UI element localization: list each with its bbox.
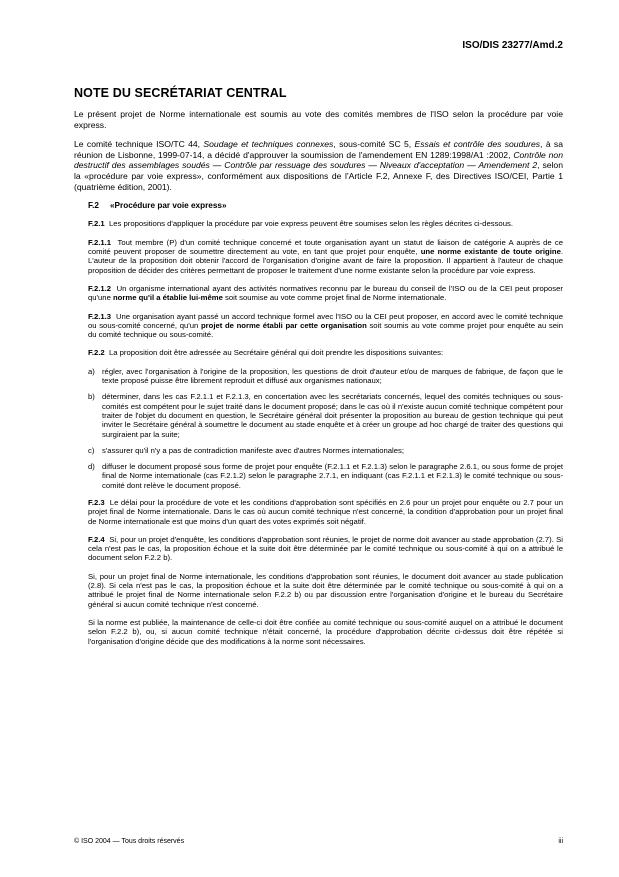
list-text: déterminer, dans les cas F.2.1.1 et F.2.1.3, en concertation avec les secrétariats concernés, lequel des comités techniques ou sous-comités est compétent pour le sujet traité dans le document proposé; dans le cas où il n'existe aucun comité technique compétent pour traiter de l'objet du document en question, le Secrétaire général doit présenter la proposition au bureau de gestion technique qui peut inviter le Secrétaire général à soumettre le document au stade enquête et à créer un groupe ad hoc chargé de traiter des questions qui surgiraient par la suite; bbox=[102, 392, 563, 439]
text-run: , selon la «procédure par voie express», conformément aux dispositions de l'Article F.2, Annexe F, des Directives ISO/CEI, Partie 1 (quatrième édition, 2001). bbox=[74, 160, 563, 192]
clause-number: F.2.1 bbox=[88, 219, 105, 229]
intro-paragraph-1: Le présent projet de Norme internationale est soumis au vote des comités membres de l'ISO selon la procédure par voie express. bbox=[74, 109, 563, 130]
clause-number: F.2.3 bbox=[88, 497, 105, 507]
clause-text: . L'auteur de la proposition doit obtenir l'accord de l'organisation d'origine avant de faire la proposition. Il appartient à l'auteur de chaque proposition de décider des critères permettant de proposer le traitement d'une norme existante selon la procédure par voie express. bbox=[88, 247, 563, 275]
clause-f21 bbox=[88, 219, 563, 228]
subcommittee-title: Essais et contrôle des soudures bbox=[414, 139, 541, 150]
clause-f22 bbox=[88, 348, 563, 357]
document-body bbox=[74, 109, 563, 655]
list-label: d) bbox=[88, 462, 95, 472]
clause-f212 bbox=[88, 284, 563, 303]
page-number: iii bbox=[558, 838, 563, 845]
clause-text: soit soumis au vote comme projet pour enquête au sein du comité technique ou sous-comité. bbox=[88, 320, 563, 340]
clause-emphasis: norme qu'il a établie lui-même bbox=[112, 293, 223, 303]
clause-number: F.2.4 bbox=[88, 534, 105, 544]
list-text: diffuser le document proposé sous forme de projet pour enquête (F.2.1.1 et F.2.1.3) selon le paragraphe 2.6.1, ou sous forme de projet final de Norme internationale (cas F.2.1.2) selon le paragraphe 2.7.1, en indiquant (cas F.2.1.1 et F.2.1.3) le comité technique ou sous-comité dont relève le document proposé. bbox=[102, 462, 563, 490]
paragraph-maintenance: Si la norme est publiée, la maintenance de celle-ci doit être confiée au comité technique ou sous-comité auquel on a attribué le document selon F.2.2 b), ou, si aucun comité technique n'était concerné, la procédure d'approbation décrite ci-dessus doit être répétée si l'organisation d'origine décide que des modifications à la norme sont nécessaires. bbox=[88, 617, 563, 646]
clause-number: F.2.1.3 bbox=[88, 311, 112, 321]
committee-title: Soudage et techniques connexes bbox=[203, 139, 334, 150]
paragraph-final-draft: Si, pour un projet final de Norme internationale, les conditions d'approbation sont réunies, le document doit avancer au stade publication (2.8). Si cela n'est pas le cas, la proposition échoue et la suite doit être déterminée par le comité technique ou sous-comité à qui on a attribué le projet final de Norme internationale selon F.2.2 b) ou par discussion entre l'organisation d'origine et le bureau du Secrétaire général si aucun comité technique n'est concerné. bbox=[88, 571, 563, 609]
document-id: ISO/DIS 23277/Amd.2 bbox=[462, 40, 563, 51]
page-title: NOTE DU SECRÉTARIAT CENTRAL bbox=[74, 86, 287, 100]
text-run: Le comité technique ISO/TC 44, bbox=[74, 139, 204, 150]
list-label: a) bbox=[88, 366, 95, 376]
clause-f24 bbox=[88, 535, 563, 563]
footer-copyright: © ISO 2004 — Tous droits réservés bbox=[74, 838, 185, 845]
clause-text: Un organisme international ayant des activités normatives reconnu par le bureau du conseil de l'ISO ou de la CEI peut proposer qu'une bbox=[88, 283, 563, 303]
list-label: b) bbox=[88, 392, 95, 402]
list-item bbox=[88, 446, 563, 455]
clause-text: La proposition doit être adressée au Secrétaire général qui doit prendre les dispositions suivantes: bbox=[108, 348, 444, 358]
clause-number: F.2.2 bbox=[88, 348, 105, 358]
clause-number: F.2.1.2 bbox=[88, 283, 112, 293]
list-label: c) bbox=[88, 445, 95, 455]
text-run: , sous-comité SC 5, bbox=[333, 139, 415, 150]
text-run: , à sa réunion de Lisbonne, 1999-07-14, a décidé d'approuver la soumission de l'amendement EN 1289:1998/A1 :2002, bbox=[74, 139, 564, 160]
amendment-title: Contrôle non destructif des assemblages soudés — Contrôle par ressuage des soudures — Niveaux d'acceptation — Amendement 2 bbox=[74, 149, 563, 171]
clause-number: F.2.1.1 bbox=[88, 237, 112, 247]
clause-text: Tout membre (P) d'un comité technique concerné et toute organisation ayant un statut de liaison de catégorie A auprès de ce comité peuvent proposer de soumettre directement au vote, en tant que projet pour enquête, bbox=[88, 237, 563, 257]
section-number: F.2 bbox=[88, 201, 99, 211]
clause-f211 bbox=[88, 238, 563, 275]
clause-text: Le délai pour la procédure de vote et les conditions d'approbation sont spécifiés en 2.6 pour un projet pour enquête ou 2.7 pour un projet final de Norme internationale. Dans le cas où aucun comité technique n'est concerné, la condition d'approbation pour un projet final de Norme internationale est que moins d'un quart des votes exprimés soit négatif. bbox=[88, 497, 563, 526]
section-heading bbox=[88, 201, 563, 210]
clause-text: Si, pour un projet d'enquête, les conditions d'approbation sont réunies, le projet de norme doit avancer au stade approbation (2.7). Si cela n'est pas le cas, la proposition échoue et la suite doit être déterminée par le comité technique ou sous-comité à qui on a attribué le document selon F.2.2 b). bbox=[88, 534, 563, 563]
list-text: s'assurer qu'il n'y a pas de contradiction manifeste avec d'autres Normes internationales; bbox=[102, 445, 404, 455]
list-item bbox=[88, 462, 563, 490]
clause-emphasis: une norme existante de toute origine bbox=[420, 247, 561, 257]
clause-f213 bbox=[88, 312, 563, 340]
dispositions-list bbox=[88, 367, 563, 490]
section-title: «Procédure par voie express» bbox=[110, 201, 227, 211]
list-item bbox=[88, 392, 563, 438]
clause-text: Les propositions d'appliquer la procédure par voie express peuvent être soumises selon les règles décrites ci-dessous. bbox=[108, 219, 513, 229]
section-f2 bbox=[88, 201, 563, 646]
list-item bbox=[88, 367, 563, 386]
intro-paragraph-2 bbox=[74, 139, 563, 192]
clause-text: Une organisation ayant passé un accord technique formel avec l'ISO ou la CEI peut proposer, en accord avec le comité technique ou sous-comité concerné, qu'un bbox=[88, 311, 563, 330]
clause-emphasis: projet de norme établi par cette organisation bbox=[200, 320, 367, 330]
list-text: régler, avec l'organisation à l'origine de la proposition, les questions de droit d'auteur et/ou de marques de fabrique, de façon que le texte proposé puisse être librement reproduit et diffusé aux organismes nationaux; bbox=[102, 366, 563, 386]
clause-f23 bbox=[88, 498, 563, 526]
clause-text: soit soumise au vote comme projet final de Norme internationale. bbox=[222, 293, 447, 303]
